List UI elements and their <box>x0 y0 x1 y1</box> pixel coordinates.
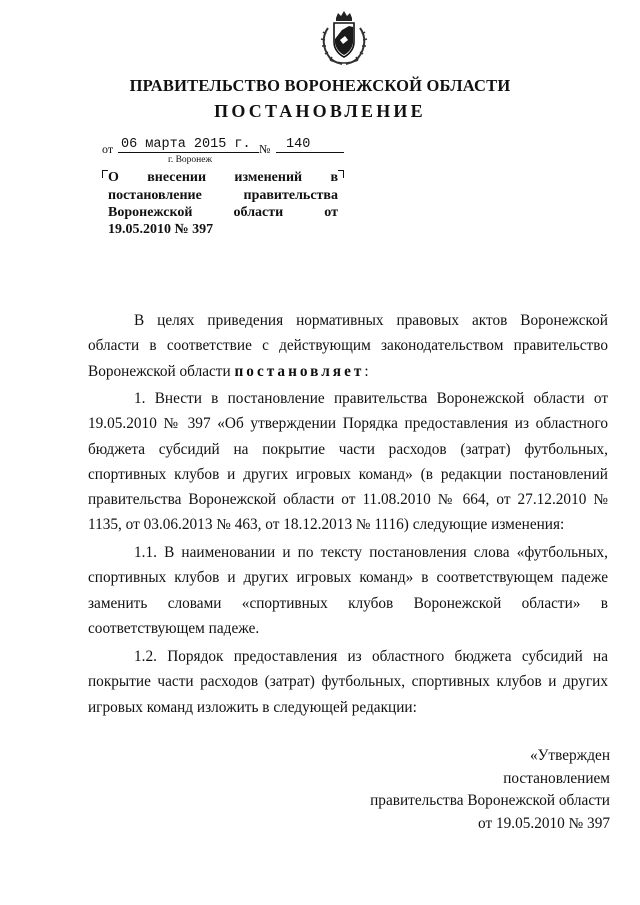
city-label: г. Воронеж <box>168 155 213 165</box>
preamble-text: В целях приведения нормативных правовых актов Воронежской области в соответствие с действующим законодательством правительство Воронежской области <box>88 312 608 380</box>
document-date: 06 марта 2015 г. <box>118 137 259 153</box>
number-label: № <box>259 142 271 156</box>
item-1-2-paragraph: 1.2. Порядок предоставления из областного бюджета субсидий на покрытие части расходов (затрат) футбольных, спортивных клубов и других игровых команд изложить в следующей редакции: <box>88 648 608 716</box>
approval-line-3: правительства Воронежской области <box>370 792 610 809</box>
approval-stamp-block <box>310 745 610 835</box>
document-type-title: ПОСТАНОВЛЕНИЕ <box>214 101 426 121</box>
approval-line-1: «Утвержден <box>529 747 610 764</box>
item-1-1-paragraph: 1.1. В наименовании и по тексту постановления слова «футбольных, спортивных клубов и других игровых команд» в соответствующем падеже заменить словами «спортивных клубов Воронежской области» в соответствующем падеже. <box>88 544 608 637</box>
document-subject-reference: 19.05.2010 № 397 <box>108 222 214 237</box>
item-1-paragraph: 1. Внести в постановление правительства Воронежской области от 19.05.2010 № 397 «Об утверждении Порядка предоставления из областного бюджета субсидий на покрытие части расходов (затрат) футбольных, спортивных клубов и других игровых команд» (в редакции постановлений правительства Воронежской области от 11.08.2010 № 664, от 27.12.2010 № 1135, от 03.06.2013 № 463, от 18.12.2013 № 1116) следующие изменения: <box>88 390 608 534</box>
preamble-paragraph <box>88 308 608 384</box>
coat-of-arms-emblem <box>318 10 370 66</box>
government-name: ПРАВИТЕЛЬСТВО ВОРОНЕЖСКОЙ ОБЛАСТИ <box>129 76 511 95</box>
resolve-word: постановляет <box>234 362 365 380</box>
subject-bracket-right <box>338 170 344 178</box>
resolve-colon: : <box>364 362 369 380</box>
date-prefix-label: от <box>102 142 114 156</box>
approval-line-4: от 19.05.2010 № 397 <box>478 814 610 832</box>
document-subject: О внесении изменений в постановление правительства Воронежской области от <box>108 170 338 220</box>
document-number: 140 <box>276 137 344 153</box>
approval-line-2: постановлением <box>503 769 610 787</box>
